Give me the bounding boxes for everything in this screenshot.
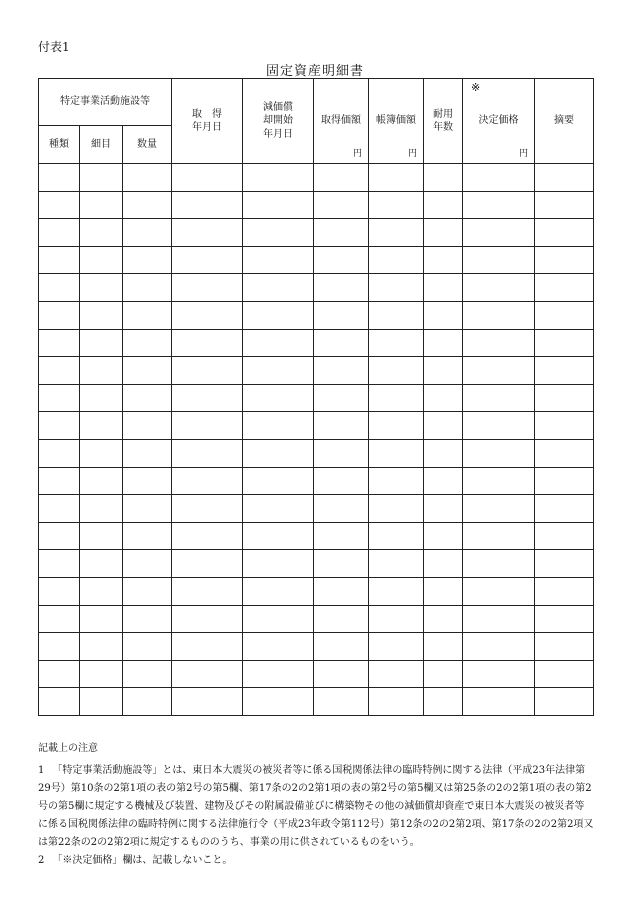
cell-book-value[interactable] [369, 412, 424, 440]
cell-depreciation-start[interactable] [243, 164, 314, 192]
cell-quantity[interactable] [123, 301, 172, 329]
cell-kind[interactable] [39, 164, 80, 192]
note-number: 1 [38, 765, 45, 776]
cell-detail[interactable] [80, 191, 123, 219]
cell-book-value[interactable] [369, 522, 424, 550]
cell-summary[interactable] [535, 191, 594, 219]
cell-depreciation-start[interactable] [243, 246, 314, 274]
cell-summary[interactable] [535, 384, 594, 412]
table-row [39, 495, 594, 523]
cell-summary[interactable] [535, 577, 594, 605]
cell-quantity[interactable] [123, 605, 172, 633]
cell-summary[interactable] [535, 633, 594, 661]
header-depreciation-start-line2: 却開始 [263, 115, 293, 127]
cell-kind[interactable] [39, 467, 80, 495]
cell-summary[interactable] [535, 550, 594, 578]
table-row [39, 688, 594, 716]
header-acquisition-price-label: 取得価額 [321, 115, 361, 127]
cell-kind[interactable] [39, 384, 80, 412]
cell-detail[interactable] [80, 329, 123, 357]
cell-quantity[interactable] [123, 219, 172, 247]
cell-acquisition-date[interactable] [172, 357, 243, 385]
cell-book-value[interactable] [369, 219, 424, 247]
table-row [39, 439, 594, 467]
notes-heading: 記載上の注意 [38, 743, 98, 754]
cell-summary[interactable] [535, 439, 594, 467]
cell-summary[interactable] [535, 246, 594, 274]
cell-acquisition-price[interactable] [314, 577, 369, 605]
cell-acquisition-date[interactable] [172, 550, 243, 578]
cell-useful-life[interactable] [424, 495, 463, 523]
note-number: 2 [38, 855, 45, 866]
cell-acquisition-date[interactable] [172, 219, 243, 247]
cell-decision-price[interactable] [463, 191, 535, 219]
cell-useful-life[interactable] [424, 164, 463, 192]
table-row [39, 329, 594, 357]
cell-book-value[interactable] [369, 495, 424, 523]
yen-unit: 円 [518, 148, 528, 159]
header-acquisition-date-line2: 年月日 [192, 122, 222, 133]
cell-acquisition-price[interactable] [314, 467, 369, 495]
cell-depreciation-start[interactable] [243, 467, 314, 495]
header-decision-price [463, 79, 535, 164]
header-facility-group: 特定事業活動施設等 [39, 79, 172, 126]
cell-book-value[interactable] [369, 301, 424, 329]
cell-quantity[interactable] [123, 412, 172, 440]
cell-kind[interactable] [39, 191, 80, 219]
cell-useful-life[interactable] [424, 522, 463, 550]
cell-useful-life[interactable] [424, 633, 463, 661]
cell-kind[interactable] [39, 495, 80, 523]
cell-quantity[interactable] [123, 164, 172, 192]
cell-depreciation-start[interactable] [243, 439, 314, 467]
cell-acquisition-date[interactable] [172, 495, 243, 523]
table-row [39, 467, 594, 495]
cell-summary[interactable] [535, 605, 594, 633]
cell-acquisition-price[interactable] [314, 412, 369, 440]
cell-book-value[interactable] [369, 246, 424, 274]
cell-quantity[interactable] [123, 191, 172, 219]
cell-acquisition-price[interactable] [314, 164, 369, 192]
header-acquisition-date [172, 79, 243, 164]
note-item [38, 852, 594, 870]
cell-book-value[interactable] [369, 191, 424, 219]
cell-summary[interactable] [535, 329, 594, 357]
cell-depreciation-start[interactable] [243, 633, 314, 661]
cell-acquisition-date[interactable] [172, 164, 243, 192]
cell-useful-life[interactable] [424, 660, 463, 688]
cell-decision-price[interactable] [463, 605, 535, 633]
cell-quantity[interactable] [123, 550, 172, 578]
cell-book-value[interactable] [369, 550, 424, 578]
cell-acquisition-price[interactable] [314, 329, 369, 357]
cell-summary[interactable] [535, 467, 594, 495]
table-row [39, 357, 594, 385]
cell-useful-life[interactable] [424, 550, 463, 578]
cell-kind[interactable] [39, 329, 80, 357]
cell-depreciation-start[interactable] [243, 577, 314, 605]
cell-depreciation-start[interactable] [243, 495, 314, 523]
cell-detail[interactable] [80, 495, 123, 523]
cell-acquisition-date[interactable] [172, 633, 243, 661]
cell-acquisition-price[interactable] [314, 660, 369, 688]
cell-useful-life[interactable] [424, 357, 463, 385]
cell-book-value[interactable] [369, 357, 424, 385]
cell-summary[interactable] [535, 164, 594, 192]
header-summary: 摘要 [535, 79, 594, 164]
fixed-asset-table [38, 78, 594, 716]
cell-depreciation-start[interactable] [243, 412, 314, 440]
cell-book-value[interactable] [369, 605, 424, 633]
cell-acquisition-price[interactable] [314, 191, 369, 219]
cell-decision-price[interactable] [463, 688, 535, 716]
cell-useful-life[interactable] [424, 246, 463, 274]
header-quantity: 数量 [123, 126, 172, 164]
cell-acquisition-date[interactable] [172, 246, 243, 274]
cell-quantity[interactable] [123, 633, 172, 661]
cell-acquisition-date[interactable] [172, 688, 243, 716]
cell-kind[interactable] [39, 439, 80, 467]
cell-acquisition-price[interactable] [314, 522, 369, 550]
cell-acquisition-date[interactable] [172, 605, 243, 633]
cell-decision-price[interactable] [463, 439, 535, 467]
header-useful-life-line2: 年数 [433, 122, 453, 133]
cell-detail[interactable] [80, 467, 123, 495]
cell-kind[interactable] [39, 301, 80, 329]
header-depreciation-start [243, 79, 314, 164]
cell-detail[interactable] [80, 660, 123, 688]
cell-depreciation-start[interactable] [243, 605, 314, 633]
table-row [39, 412, 594, 440]
cell-book-value[interactable] [369, 660, 424, 688]
cell-kind[interactable] [39, 660, 80, 688]
table-row [39, 274, 594, 302]
table-row [39, 550, 594, 578]
table-row [39, 246, 594, 274]
cell-depreciation-start[interactable] [243, 329, 314, 357]
cell-decision-price[interactable] [463, 384, 535, 412]
cell-acquisition-date[interactable] [172, 274, 243, 302]
cell-kind[interactable] [39, 577, 80, 605]
cell-depreciation-start[interactable] [243, 274, 314, 302]
cell-useful-life[interactable] [424, 605, 463, 633]
cell-useful-life[interactable] [424, 439, 463, 467]
form-number: 付表1 [38, 40, 70, 54]
cell-useful-life[interactable] [424, 274, 463, 302]
cell-summary[interactable] [535, 357, 594, 385]
cell-acquisition-price[interactable] [314, 357, 369, 385]
cell-useful-life[interactable] [424, 329, 463, 357]
cell-acquisition-price[interactable] [314, 219, 369, 247]
header-acquisition-date-line1: 取 得 [192, 108, 222, 120]
header-depreciation-start-line1: 減価償 [263, 101, 293, 113]
cell-useful-life[interactable] [424, 384, 463, 412]
cell-decision-price[interactable] [463, 246, 535, 274]
header-book-value [369, 79, 424, 164]
header-book-value-label: 帳簿価額 [376, 115, 416, 127]
table-row [39, 191, 594, 219]
table-row [39, 164, 594, 192]
cell-acquisition-date[interactable] [172, 412, 243, 440]
cell-summary[interactable] [535, 274, 594, 302]
cell-depreciation-start[interactable] [243, 522, 314, 550]
cell-quantity[interactable] [123, 688, 172, 716]
header-useful-life-line1: 耐用 [433, 108, 453, 120]
cell-quantity[interactable] [123, 522, 172, 550]
cell-useful-life[interactable] [424, 688, 463, 716]
cell-kind[interactable] [39, 605, 80, 633]
cell-detail[interactable] [80, 357, 123, 385]
cell-decision-price[interactable] [463, 301, 535, 329]
cell-acquisition-price[interactable] [314, 301, 369, 329]
cell-kind[interactable] [39, 412, 80, 440]
cell-decision-price[interactable] [463, 495, 535, 523]
cell-depreciation-start[interactable] [243, 357, 314, 385]
cell-book-value[interactable] [369, 329, 424, 357]
cell-detail[interactable] [80, 550, 123, 578]
cell-kind[interactable] [39, 357, 80, 385]
cell-summary[interactable] [535, 660, 594, 688]
cell-book-value[interactable] [369, 439, 424, 467]
cell-detail[interactable] [80, 164, 123, 192]
cell-depreciation-start[interactable] [243, 384, 314, 412]
note-item [38, 762, 594, 852]
cell-decision-price[interactable] [463, 467, 535, 495]
cell-depreciation-start[interactable] [243, 660, 314, 688]
table-row [39, 219, 594, 247]
yen-unit: 円 [352, 148, 362, 159]
kome-mark: ※ [471, 81, 481, 94]
cell-acquisition-date[interactable] [172, 577, 243, 605]
cell-acquisition-date[interactable] [172, 660, 243, 688]
cell-acquisition-price[interactable] [314, 439, 369, 467]
cell-decision-price[interactable] [463, 633, 535, 661]
cell-detail[interactable] [80, 688, 123, 716]
cell-detail[interactable] [80, 439, 123, 467]
cell-acquisition-price[interactable] [314, 550, 369, 578]
cell-depreciation-start[interactable] [243, 688, 314, 716]
notes-section [38, 740, 594, 870]
cell-acquisition-price[interactable] [314, 605, 369, 633]
cell-quantity[interactable] [123, 357, 172, 385]
cell-quantity[interactable] [123, 495, 172, 523]
table-row [39, 301, 594, 329]
cell-summary[interactable] [535, 412, 594, 440]
cell-decision-price[interactable] [463, 577, 535, 605]
cell-useful-life[interactable] [424, 301, 463, 329]
table-row [39, 605, 594, 633]
cell-quantity[interactable] [123, 274, 172, 302]
header-kind: 種類 [39, 126, 80, 164]
cell-acquisition-date[interactable] [172, 329, 243, 357]
header-useful-life [424, 79, 463, 164]
cell-acquisition-date[interactable] [172, 467, 243, 495]
cell-detail[interactable] [80, 412, 123, 440]
cell-quantity[interactable] [123, 467, 172, 495]
cell-kind[interactable] [39, 633, 80, 661]
cell-decision-price[interactable] [463, 219, 535, 247]
cell-acquisition-price[interactable] [314, 274, 369, 302]
table-row [39, 660, 594, 688]
cell-useful-life[interactable] [424, 191, 463, 219]
cell-detail[interactable] [80, 605, 123, 633]
cell-book-value[interactable] [369, 688, 424, 716]
header-detail: 細目 [80, 126, 123, 164]
cell-decision-price[interactable] [463, 412, 535, 440]
cell-useful-life[interactable] [424, 219, 463, 247]
cell-summary[interactable] [535, 301, 594, 329]
cell-kind[interactable] [39, 246, 80, 274]
cell-detail[interactable] [80, 274, 123, 302]
cell-quantity[interactable] [123, 577, 172, 605]
cell-acquisition-date[interactable] [172, 439, 243, 467]
table-row [39, 577, 594, 605]
cell-detail[interactable] [80, 577, 123, 605]
cell-quantity[interactable] [123, 384, 172, 412]
cell-acquisition-date[interactable] [172, 522, 243, 550]
cell-kind[interactable] [39, 522, 80, 550]
cell-kind[interactable] [39, 688, 80, 716]
cell-decision-price[interactable] [463, 550, 535, 578]
cell-acquisition-date[interactable] [172, 384, 243, 412]
cell-useful-life[interactable] [424, 577, 463, 605]
cell-quantity[interactable] [123, 439, 172, 467]
cell-book-value[interactable] [369, 384, 424, 412]
cell-detail[interactable] [80, 522, 123, 550]
cell-detail[interactable] [80, 301, 123, 329]
cell-depreciation-start[interactable] [243, 191, 314, 219]
cell-acquisition-date[interactable] [172, 191, 243, 219]
cell-acquisition-price[interactable] [314, 688, 369, 716]
cell-summary[interactable] [535, 495, 594, 523]
cell-summary[interactable] [535, 522, 594, 550]
cell-detail[interactable] [80, 246, 123, 274]
cell-book-value[interactable] [369, 164, 424, 192]
cell-decision-price[interactable] [463, 522, 535, 550]
cell-detail[interactable] [80, 384, 123, 412]
table-body [39, 164, 594, 716]
cell-decision-price[interactable] [463, 274, 535, 302]
cell-book-value[interactable] [369, 577, 424, 605]
cell-depreciation-start[interactable] [243, 301, 314, 329]
note-text: 「特定事業活動施設等」とは、東日本大震災の被災者等に係る国税関係法律の臨時特例に関する法律（平成23年法律第29号）第10条の2第1項の表の第2号の第5欄、第17条の2の2第1項の表の第2号の第5欄又は第25条の2の2第1項の表の第2号の第5欄に規定する機械及び装置、建物及びその附属設備並びに構築物その他の減価償却資産で東日本大震災の被災者等に係る国税関係法律の臨時特例に関する法律施行令（平成23年政令第112号）第12条の2の2第2項、第17条の2の2第2項又は第22条の2の2第2項に規定するもののうち、事業の用に供されているものをいう。 [38, 765, 594, 848]
cell-useful-life[interactable] [424, 412, 463, 440]
cell-summary[interactable] [535, 688, 594, 716]
cell-quantity[interactable] [123, 329, 172, 357]
header-decision-price-label: 決定価格 [478, 115, 519, 127]
yen-unit: 円 [407, 148, 417, 159]
cell-summary[interactable] [535, 219, 594, 247]
cell-detail[interactable] [80, 219, 123, 247]
cell-detail[interactable] [80, 633, 123, 661]
cell-decision-price[interactable] [463, 660, 535, 688]
cell-acquisition-date[interactable] [172, 301, 243, 329]
cell-book-value[interactable] [369, 633, 424, 661]
cell-decision-price[interactable] [463, 357, 535, 385]
cell-kind[interactable] [39, 550, 80, 578]
cell-kind[interactable] [39, 274, 80, 302]
cell-depreciation-start[interactable] [243, 219, 314, 247]
cell-quantity[interactable] [123, 660, 172, 688]
cell-acquisition-price[interactable] [314, 495, 369, 523]
header-depreciation-start-line3: 年月日 [263, 128, 293, 140]
cell-decision-price[interactable] [463, 329, 535, 357]
cell-useful-life[interactable] [424, 467, 463, 495]
cell-quantity[interactable] [123, 246, 172, 274]
cell-book-value[interactable] [369, 274, 424, 302]
cell-decision-price[interactable] [463, 164, 535, 192]
note-text: 「※決定価格」欄は、記載しないこと。 [52, 855, 233, 866]
cell-acquisition-price[interactable] [314, 246, 369, 274]
table-row [39, 633, 594, 661]
page-title: 固定資産明細書 [265, 64, 364, 79]
cell-depreciation-start[interactable] [243, 550, 314, 578]
cell-kind[interactable] [39, 219, 80, 247]
cell-acquisition-price[interactable] [314, 633, 369, 661]
table-row [39, 384, 594, 412]
header-acquisition-price [314, 79, 369, 164]
cell-acquisition-price[interactable] [314, 384, 369, 412]
table-row [39, 522, 594, 550]
cell-book-value[interactable] [369, 467, 424, 495]
